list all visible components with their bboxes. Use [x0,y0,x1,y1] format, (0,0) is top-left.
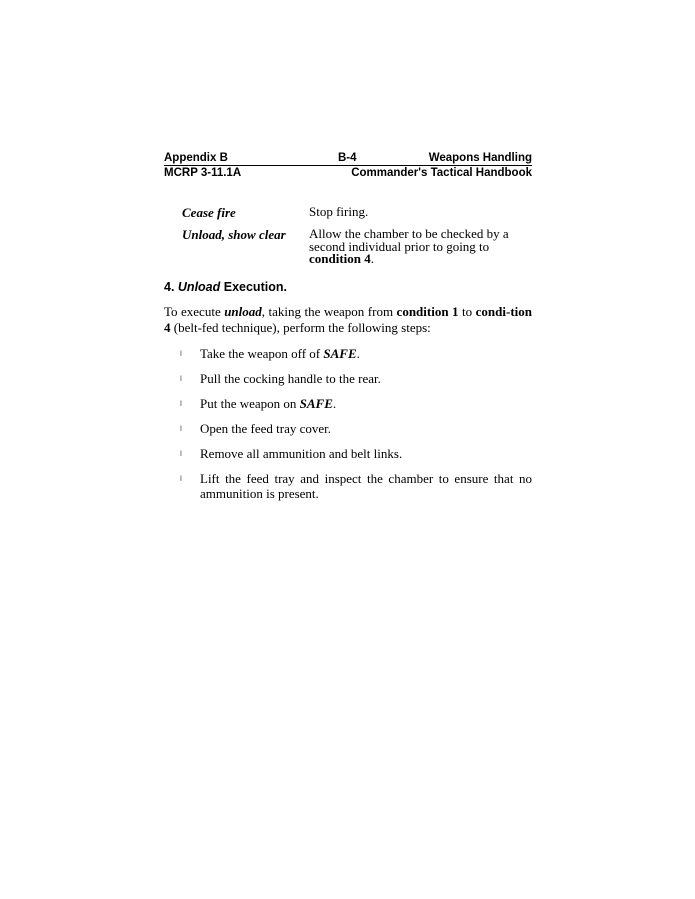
section-keyword: Unload [177,279,221,294]
step-text [200,371,532,388]
step-text [200,446,532,463]
list-item [164,396,532,413]
command-row [164,228,532,266]
command-description [309,228,532,266]
list-item [164,371,532,388]
command-term: SAFE [299,395,333,411]
bullet-icon: l [180,424,182,433]
step-text-part: . [356,345,360,361]
step-text-part: Put the weapon on [200,395,300,411]
condition-term: condition 1 [396,303,459,319]
step-list [164,346,532,501]
list-item [164,471,532,501]
condition-term: condi-tion 4 [164,303,532,335]
description-text: Allow the chamber to be checked by a second individual prior to going to [309,226,509,254]
running-header-top [164,152,532,166]
chapter-title: Weapons Handling [428,152,532,164]
command-term: unload [224,303,262,319]
step-text [200,346,532,363]
bullet-icon: l [180,399,182,408]
command-name: Unload, show clear [182,227,286,242]
intro-text: (belt-fed technique), perform the following steps: [170,319,431,335]
section-title-rest: Execution. [220,279,287,294]
appendix-label: Appendix B [164,152,228,164]
step-text-part: Lift the feed tray and inspect the chamber to ensure that no ammunition is present. [200,470,532,501]
list-item [164,346,532,363]
list-item [164,446,532,463]
step-text [200,421,532,438]
step-text-part: . [332,395,337,411]
step-text-part: Pull the cocking handle to the rear. [200,370,381,386]
bullet-icon: l [180,349,182,358]
command-description: Stop firing. [309,204,369,219]
bullet-icon: l [180,374,182,383]
publication-id: MCRP 3-11.1A [164,167,242,179]
step-text [200,471,532,501]
bullet-icon: l [180,449,182,458]
page-number: B-4 [338,152,357,164]
step-text-part: Remove all ammunition and belt links. [200,445,403,461]
command-name: Cease fire [182,205,236,220]
intro-text: to [458,303,476,319]
document-page [164,152,532,509]
intro-text: To execute [164,303,225,319]
command-row [164,206,532,220]
intro-text: , taking the weapon from [261,303,397,319]
list-item [164,421,532,438]
publication-title: Commander's Tactical Handbook [351,167,532,179]
command-table [164,206,532,266]
step-text-part: Open the feed tray cover. [200,420,332,436]
running-header-bottom [164,166,532,180]
description-text: . [370,251,375,266]
step-text [200,396,532,413]
command-term: SAFE [323,345,357,361]
section-heading [164,280,532,295]
condition-term: condition 4 [309,251,371,266]
bullet-icon: l [180,474,182,483]
intro-paragraph [164,304,532,336]
step-text-part: Take the weapon off of [200,345,324,361]
section-number: 4. [164,279,178,294]
